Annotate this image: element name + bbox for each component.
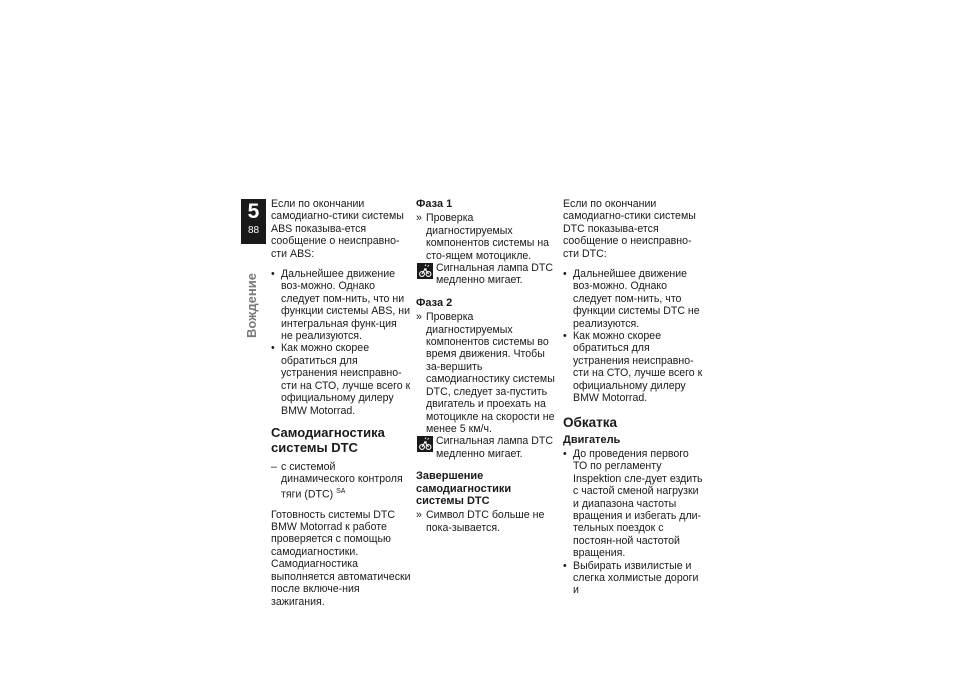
dtc-warning-icon — [417, 436, 433, 452]
list-item-text: Символ DTC больше не пока-зывается. — [426, 509, 545, 534]
list-item-text: Проверка диагностируемых компонентов системы на сто-ящем мотоцикле. — [426, 212, 550, 262]
chapter-number: 5 — [247, 200, 260, 223]
dash-mark: – — [271, 460, 277, 473]
phase-2-title: Фаза 2 — [416, 296, 453, 309]
bullet-mark: • — [271, 342, 275, 355]
section-heading: Обкатка — [563, 414, 617, 430]
dtc-readiness-text: Готовность системы DTC BMW Motorrad к работе проверяется с помощью самодиагностики. Самодиагностика выполняется автоматически после включе-ния зажигания. — [271, 508, 411, 608]
list-item — [416, 509, 556, 534]
arrow-mark: » — [416, 509, 422, 522]
dtc-warning-icon — [417, 263, 433, 279]
phase-1-title: Фаза 1 — [416, 198, 453, 210]
page-number: 88 — [247, 225, 260, 236]
column-2 — [416, 198, 556, 534]
list-item — [563, 268, 705, 330]
list-item-text: Выбирать извилистые и слегка холмистые дороги и — [573, 559, 699, 597]
list-item-text: с системой динамического контроля тяги (DTC) — [281, 460, 403, 501]
chapter-tab — [241, 199, 266, 244]
list-item — [416, 212, 556, 262]
list-item-text: Дальнейшее движение воз-можно. Однако следует пом-нить, что функции системы DTC не реализуются. — [573, 268, 700, 330]
arrow-mark: » — [416, 212, 422, 225]
list-item — [563, 448, 705, 560]
list-item-text: Как можно скорее обратиться для устранения неисправно-сти на СТО, лучше всего к официальному дилеру BMW Motorrad. — [281, 342, 411, 417]
bullet-mark: • — [563, 447, 567, 460]
abs-fault-intro: Если по окончании самодиагно-стики системы ABS показыва-ется сообщение о неисправно-сти ABS: — [271, 198, 404, 260]
section-label: Вождение — [244, 273, 259, 338]
list-item — [271, 268, 411, 342]
arrow-mark: » — [416, 311, 422, 324]
list-item — [271, 342, 411, 416]
list-item — [271, 461, 411, 501]
list-item — [416, 311, 556, 435]
indicator-note — [416, 262, 556, 287]
list-item-text: Дальнейшее движение воз-можно. Однако следует пом-нить, что ни функции системы ABS, ни интегральная функ-ция не реализуются. — [281, 268, 411, 343]
bullet-mark: • — [563, 330, 567, 343]
subsection-heading: Двигатель — [563, 433, 621, 446]
column-3 — [563, 198, 705, 597]
bullet-mark: • — [563, 268, 567, 281]
list-item-text: До проведения первого ТО по регламенту Inspektion сле-дует ездить с частой сменой нагрузки и диапазона частоты вращения и избегать дли-тельных поездок с постоян-ной частотой вращения. — [573, 447, 703, 560]
section-heading: Самодиагностика системы DTC — [271, 424, 385, 455]
list-item-text: Как можно скорее обратиться для устранения неисправно-сти на СТО, лучше всего к официальному дилеру BMW Motorrad. — [573, 330, 703, 405]
completion-title: Завершение самодиагностики системы DTC — [416, 470, 512, 507]
list-item-text: Проверка диагностируемых компонентов системы во время движения. Чтобы за-вершить самодиагностику системы DTC, следует за-пустить двигатель и проехать на мотоцикле на скорости не менее 5 км/ч. — [426, 311, 555, 435]
column-1 — [271, 198, 411, 616]
indicator-text: Сигнальная лампа DTC медленно мигает. — [436, 435, 553, 460]
indicator-note — [416, 435, 556, 460]
bullet-mark: • — [563, 559, 567, 572]
bullet-mark: • — [271, 268, 275, 281]
sa-superscript: SA — [336, 487, 346, 495]
dtc-fault-intro: Если по окончании самодиагно-стики системы DTC показыва-ется сообщение о неисправно-сти DTC: — [563, 198, 696, 260]
indicator-text: Сигнальная лампа DTC медленно мигает. — [436, 262, 553, 287]
list-item — [563, 560, 705, 597]
list-item — [563, 330, 705, 404]
